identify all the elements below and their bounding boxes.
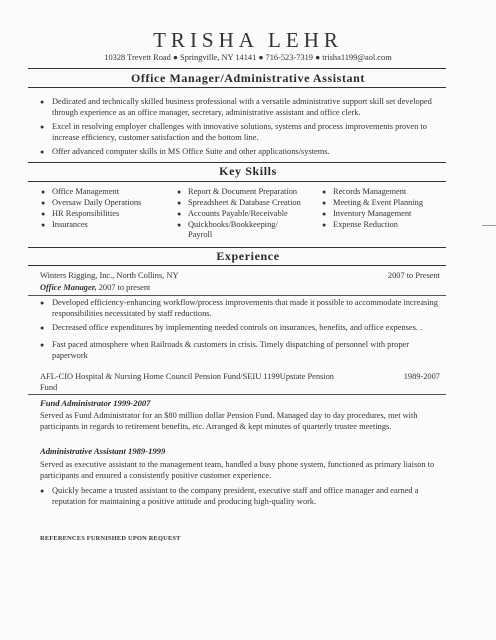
skill-item: ● Quickbooks/Bookkeeping/ Payroll	[177, 220, 278, 240]
job-rule	[28, 295, 446, 296]
job-bullet: ● Developed efficiency-enhancing workflow/process improvements that made it possible to accommodate increasing responsibilities necessitated by staff reductions.	[40, 298, 438, 318]
skill-item: ● Office Management	[41, 187, 120, 196]
skill-item: ● Report & Document Preparation	[177, 187, 298, 196]
employer-dates: 2007 to Present	[387, 271, 440, 280]
bullet-icon: ●	[40, 98, 45, 106]
bullet-icon: ●	[322, 210, 327, 218]
skill-item: ● Meeting & Event Planning	[322, 198, 424, 207]
role-description: Served as Fund Administrator for an $80 million dollar Pension Fund. Managed day to day procedures, met with participants in regards to retirement benefits, etc. Arranged & kept minutes of quarterly trustee meetings.	[40, 411, 418, 431]
role-line	[40, 283, 240, 294]
skill-item: ● HR Responsibilities	[41, 209, 120, 218]
bullet-icon: ●	[322, 199, 327, 207]
references-note: REFERENCES FURNISHED UPON REQUEST	[40, 535, 181, 542]
headline-top-rule	[28, 68, 446, 69]
skill-item: ● Oversaw Daily Operations	[41, 198, 142, 207]
experience-title: Experience	[216, 249, 280, 263]
summary-item: ● Excel in resolving employer challenges with innovative solutions, systems and process improvements proven to increase efficiency, customer satisfaction and the bottom line.	[40, 122, 427, 142]
bullet-icon: ●	[177, 221, 182, 229]
role-title: Administrative Assistant 1989-1999	[40, 446, 166, 456]
bullet-icon: ●	[322, 221, 327, 229]
employer-dates: 1989-2007	[403, 372, 440, 381]
headline-title: Office Manager/Administrative Assistant	[130, 71, 366, 85]
skills-top-rule	[28, 162, 446, 163]
skill-item: ● Accounts Payable/Receivable	[177, 209, 288, 218]
bullet-icon: ●	[177, 210, 182, 218]
candidate-name: TRISHA LEHR	[153, 28, 343, 52]
job-bullet: ● Decreased office expenditures by implementing needed controls on insurances, benefits, and office expenses. .	[40, 323, 423, 332]
skill-item: ● Expense Reduction	[322, 220, 398, 229]
experience-bottom-rule	[28, 265, 446, 266]
bullet-icon: ●	[177, 199, 182, 207]
role-dates: 2007 to present	[96, 283, 151, 292]
job-bullet: ● Quickly became a trusted assistant to the company president, executive staff and office manager and earned a reputation for maintaining a positive attitude and producing high-quality work.	[40, 486, 419, 506]
skill-item: ● Records Management	[322, 187, 407, 196]
bullet-icon: ●	[41, 199, 46, 207]
bullet-icon: ●	[40, 148, 45, 156]
employer-name: Winters Rigging, Inc., North Collins, NY	[40, 271, 179, 280]
job-bullet: ● Fast paced atmosphere when Railroads & customers in crisis. Timely dispatching of personnel with proper paperwork	[40, 340, 410, 360]
contact-line: 10328 Trevett Road ● Springville, NY 14141 ● 716-523-7319 ● trisha1199@aol.com	[104, 53, 392, 62]
bullet-icon: ●	[40, 324, 45, 332]
experience-top-rule	[28, 247, 446, 248]
summary-item: ● Dedicated and technically skilled business professional with a versatile administrative support skill set developed through experience as an office manager, secretary, administrative assistant and office clerk.	[40, 97, 432, 117]
role-description: Served as executive assistant to the management team, handled a busy phone system, functioned as primary liaison to participants and ensured a consistently positive customer experience.	[40, 460, 435, 480]
job-rule	[28, 394, 446, 395]
headline-bottom-rule	[28, 87, 446, 88]
bullet-icon: ●	[40, 487, 45, 495]
skills-bottom-rule	[28, 181, 446, 182]
employer-name: AFL-CIO Hospital & Nursing Home Council Pension Fund/SEIU 1199Upstate Pension Fund	[40, 372, 334, 392]
bullet-icon: ●	[41, 221, 46, 229]
skill-item: ● Insurances	[41, 220, 88, 229]
bullet-icon: ●	[40, 299, 45, 307]
bullet-icon: ●	[40, 123, 45, 131]
skill-item: ● Spreadsheet & Database Creation	[177, 198, 301, 207]
bullet-icon: ●	[322, 188, 327, 196]
bullet-icon: ●	[40, 341, 45, 349]
role-title: Office Manager,	[40, 283, 97, 292]
skills-title: Key Skills	[219, 164, 277, 178]
skill-item: ● Inventory Management	[322, 209, 412, 218]
summary-item: ● Offer advanced computer skills in MS Office Suite and other applications/systems.	[40, 147, 330, 156]
bullet-icon: ●	[41, 188, 46, 196]
bullet-icon: ●	[41, 210, 46, 218]
role-title: Fund Administrator 1999-2007	[40, 398, 151, 408]
page-edge-mark	[482, 225, 496, 226]
bullet-icon: ●	[177, 188, 182, 196]
